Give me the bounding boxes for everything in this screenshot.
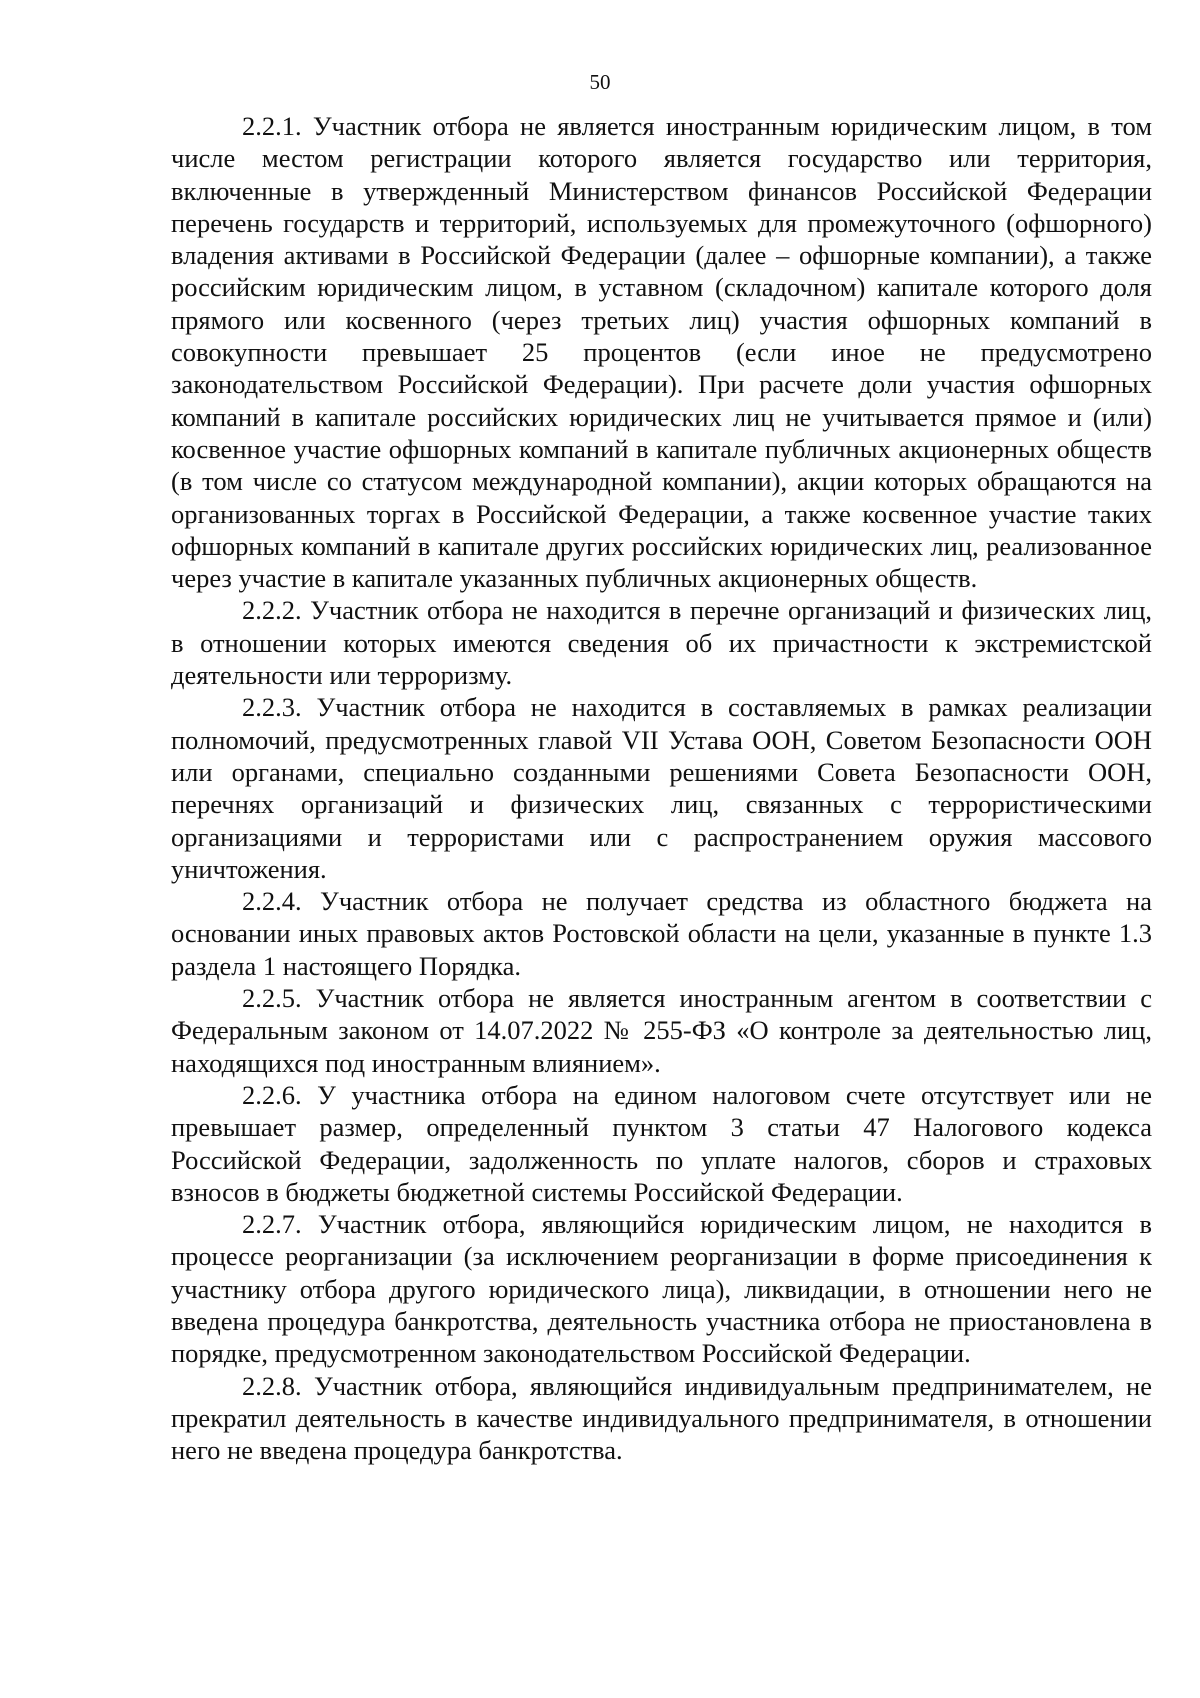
paragraph-2-2-4: 2.2.4. Участник отбора не получает средства из областного бюджета на основании иных правовых актов Ростовской области на цели, указанные в пункте 1.3 раздела 1 настоящего Порядка. [171,886,1152,981]
paragraph-2-2-1: 2.2.1. Участник отбора не является иностранным юридическим лицом, в том числе местом регистрации которого является государство или территория, включенные в утвержденный Министерством финансов Российской Федерации перечень государств и территорий, используемых для промежуточного (офшорного) владения активами в Российской Федерации (далее – офшорные компании), а также российским юридическим лицом, в уставном (складочном) капитале которого доля прямого или косвенного (через третьих лиц) участия офшорных компаний в совокупности превышает 25 процентов (если иное не предусмотрено законодательством Российской Федерации). При расчете доли участия офшорных компаний в капитале российских юридических лиц не учитывается прямое и (или) косвенное участие офшорных компаний в капитале публичных акционерных обществ (в том числе со статусом международной компании), акции которых обращаются на организованных торгах в Российской Федерации, а также косвенное участие таких офшорных компаний в капитале других российских юридических лиц, реализованное через участие в капитале указанных публичных акционерных обществ. [171,111,1152,594]
paragraph-2-2-8: 2.2.8. Участник отбора, являющийся индивидуальным предпринимателем, не прекратил деятельность в качестве индивидуального предпринимателя, в отношении него не введена процедура банкротства. [171,1370,1152,1466]
paragraph-2-2-6: 2.2.6. У участника отбора на едином налоговом счете отсутствует или не превышает размер, определенный пунктом 3 статьи 47 Налогового кодекса Российской Федерации, задолженность по уплате налогов, сборов и страховых взносов в бюджеты бюджетной системы Российской Федерации. [171,1079,1152,1207]
paragraph-2-2-3: 2.2.3. Участник отбора не находится в составляемых в рамках реализации полномочий, предусмотренных главой VII Устава ООН, Советом Безопасности ООН или органами, специально созданными решениями Совета Безопасности ООН, перечнях организаций и физических лиц, связанных с террористическими организациями и террористами или с распространением оружия массового уничтожения. [171,692,1152,884]
paragraph-2-2-7: 2.2.7. Участник отбора, являющийся юридическим лицом, не находится в процессе реорганизации (за исключением реорганизации в форме присоединения к участнику отбора другого юридического лица), ликвидации, в отношении него не введена процедура банкротства, деятельность участника отбора не приостановлена в порядке, предусмотренном законодательством Российской Федерации. [171,1209,1152,1369]
paragraph-2-2-2: 2.2.2. Участник отбора не находится в перечне организаций и физических лиц, в отношении которых имеются сведения об их причастности к экстремистской деятельности или терроризму. [171,595,1152,691]
paragraph-2-2-5: 2.2.5. Участник отбора не является иностранным агентом в соответствии с Федеральным законом от 14.07.2022 № 255-ФЗ «О контроле за деятельностью лиц, находящихся под иностранным влиянием». [171,983,1152,1078]
document-body [171,110,1152,1466]
page-number: 50 [589,70,611,94]
